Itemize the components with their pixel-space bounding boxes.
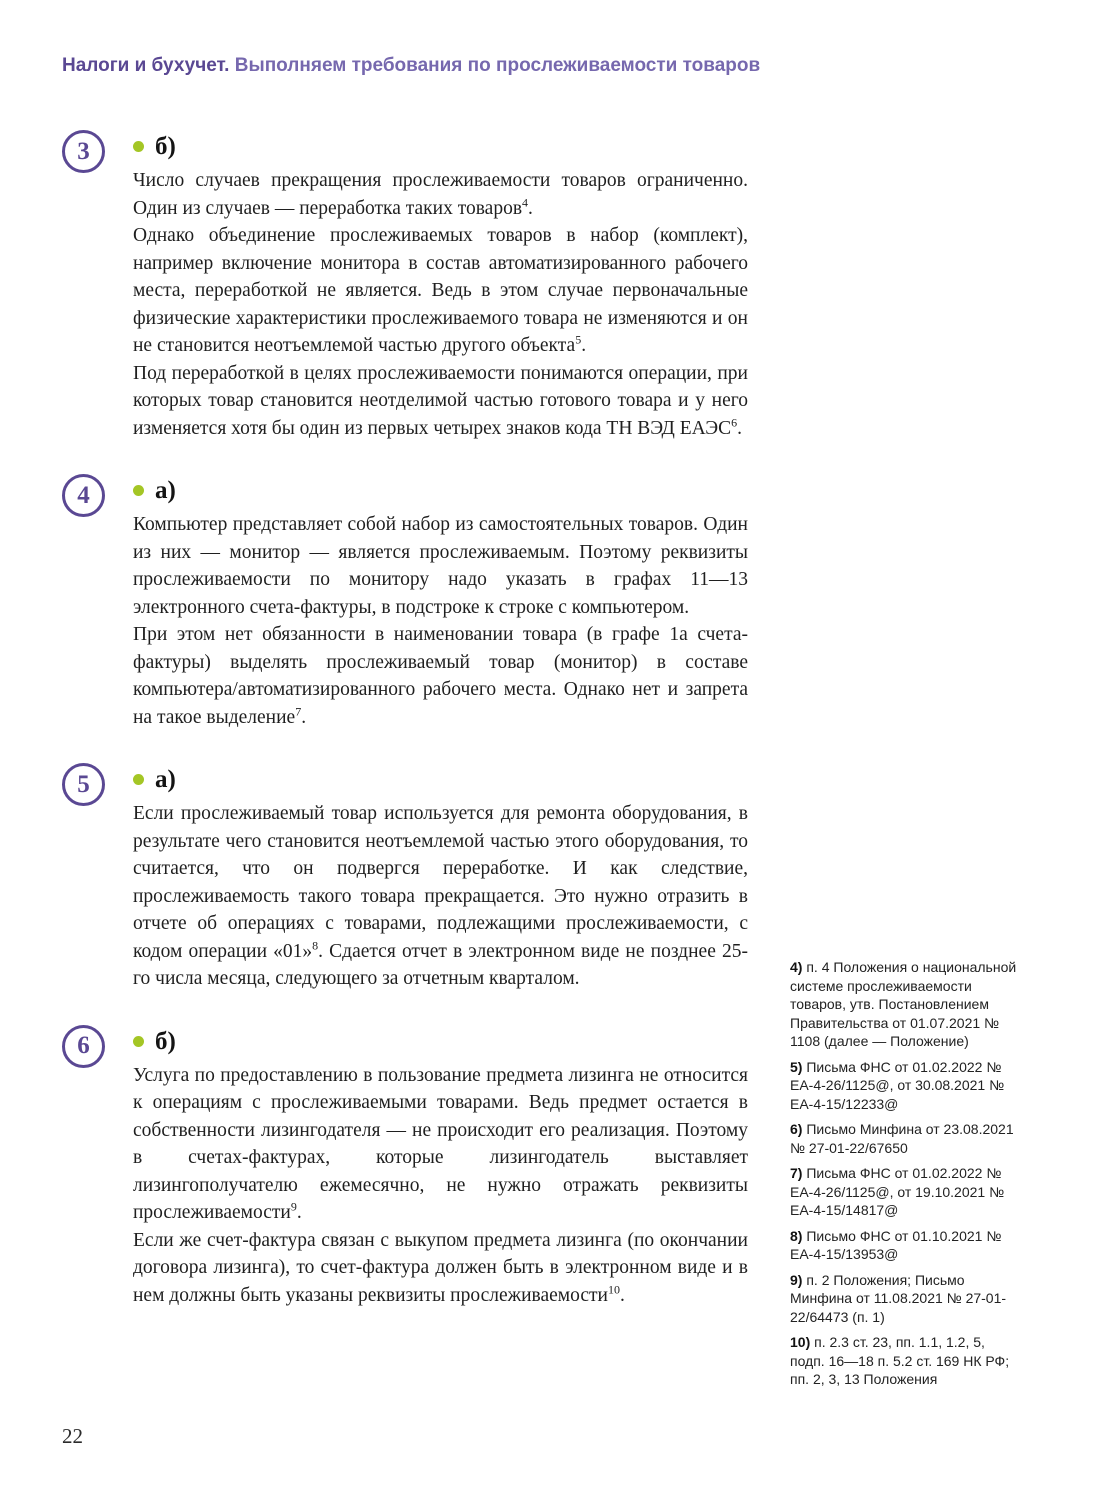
paragraph: Под переработкой в целях прослеживаемости понимаются операции, при которых товар становится неотделимой частью готового товара и у него изменяется хотя бы один из первых четырех знаков кода ТН ВЭД ЕАЭС$^6$. [133,362,748,439]
page-number: 22 [62,1424,83,1448]
section-4-text [133,474,748,731]
section-6-number-column [62,1025,133,1310]
paragraph: Число случаев прекращения прослеживаемости товаров ограниченно. Один из случаев — переработка таких товаров$^4$. [133,170,748,219]
section-4-paragraphs [133,511,748,731]
section-4 [62,474,748,731]
main-column [62,130,748,1341]
section-6 [62,1025,748,1310]
page-header [62,55,760,77]
header-rubric: Налоги и бухучет. [62,55,230,76]
footnote-number: 4) [790,959,803,975]
section-number-badge: 4 [62,474,105,517]
section-6-paragraphs [133,1062,748,1310]
paragraph: При этом нет обязанности в наименовании товара (в графе 1а счета-фактуры) выделять прослеживаемый товар (монитор) в составе компьютера/автоматизированного рабочего места. Однако нет и запрета на такое выделение$^7$. [133,624,748,728]
footnote: 8) Письмо ФНС от 01.10.2021 № ЕА-4-15/13953@ [790,1227,1002,1262]
footnote-number: 10) [790,1334,811,1350]
footnote: 9) п. 2 Положения; Письмо Минфина от 11.08.2021 № 27-01-22/64473 (п. 1) [790,1271,1007,1325]
bullet-icon [133,774,144,785]
section-4-number-column [62,474,133,731]
footnote: 6) Письмо Минфина от 23.08.2021 № 27-01-22/67650 [790,1121,1014,1156]
section-3 [62,130,748,442]
section-3-paragraphs [133,167,748,442]
section-number-badge: 5 [62,763,105,806]
section-5-header [133,767,748,792]
footnote-reference: 5 [575,332,582,347]
section-3-number-column [62,130,133,442]
section-3-text [133,130,748,442]
bullet-icon [133,485,144,496]
footnote: 7) Письма ФНС от 01.02.2022 № ЕА-4-26/1125@, от 19.10.2021 № ЕА-4-15/14817@ [790,1165,1005,1218]
paragraph: Однако объединение прослеживаемых товаров в набор (комплект), например включение монитора в состав автоматизированного рабочего места, переработкой не является. Ведь в этом случае первоначальные физические характеристики прослеживаемого товара не изменяются и он не становится неотъемлемой частью другого объекта$^5$. [133,225,748,356]
footnote-number: 9) [790,1271,803,1288]
footnote-reference: 8 [312,938,319,952]
section-label: а) [155,766,176,793]
paragraph: Если же счет-фактура связан с выкупом предмета лизинга (по окончании договора лизинга), то счет-фактура должен быть в электронном виде и в нем должны быть указаны реквизиты прослеживаемости$^{10}$. [133,1229,748,1306]
section-3-header [133,134,748,159]
footnote-number: 8) [790,1227,803,1244]
footnote: 10) п. 2.3 ст. 23, пп. 1.1, 1.2, 5, подп. 16—18 п. 5.2 ст. 169 НК РФ; пп. 2, 3, 13 Положения [790,1334,1010,1387]
footnote-number: 7) [790,1165,803,1181]
footnote-reference: 10 [607,1282,620,1296]
footnote: 4) п. 4 Положения о национальной системе прослеживаемости товаров, утв. Постановлением Правительства от 01.07.2021 № 1108 (далее — Положение) [790,959,1017,1049]
section-6-header [133,1029,748,1054]
section-5-text [133,763,748,993]
section-number-badge: 6 [62,1025,105,1068]
footnote-reference: 4 [522,195,529,209]
section-number-badge: 3 [62,130,105,173]
section-label: б) [155,1027,176,1055]
bullet-icon [133,1036,144,1047]
footnote-number: 6) [790,1121,803,1137]
section-5-number-column [62,763,133,993]
footnote-reference: 7 [295,704,302,718]
footnotes-column [790,958,1020,1396]
section-4-header [133,478,748,503]
section-5 [62,763,748,993]
footnote: 5) Письма ФНС от 01.02.2022 № ЕА-4-26/1125@, от 30.08.2021 № ЕА-4-15/12233@ [790,1058,1005,1112]
footnote-reference: 6 [731,415,738,429]
footnote-reference: 9 [290,1199,297,1214]
section-5-paragraphs [133,800,748,993]
bullet-icon [133,141,144,152]
paragraph: Услуга по предоставлению в пользование предмета лизинга не относится к операциям с прослеживаемыми товарами. Ведь предмет остается в собственности лизингодателя — не происходит его реализация. Поэтому в счетах-фактурах, которые лизингодатель выставляет лизингополучателю ежемесячно, не нужно отражать реквизиты прослеживаемости$^9$. [133,1064,748,1223]
section-label: а) [155,477,176,504]
section-label: б) [155,133,176,160]
footnote-number: 5) [790,1058,803,1075]
paragraph: Компьютер представляет собой набор из самостоятельных товаров. Один из них — монитор — является прослеживаемым. Поэтому реквизиты прослеживаемости по монитору надо указать в графах 11—13 электронного счета-фактуры, в подстроке к строке с компьютером. [133,514,748,618]
header-article-title: Выполняем требования по прослеживаемости товаров [234,55,761,76]
paragraph: Если прослеживаемый товар используется для ремонта оборудования, в результате чего становится неотъемлемой частью этого оборудования, то считается, что он подвергся переработке. И как следствие, прослеживаемость такого товара прекращается. Это нужно отразить в отчете об операциях с товарами, подлежащими прослеживаемости, с кодом операции «01»$^8$. Сдается отчет в электронном виде не позднее 25-го числа месяца, следующего за отчетным кварталом. [133,803,748,989]
section-6-text [133,1025,748,1310]
